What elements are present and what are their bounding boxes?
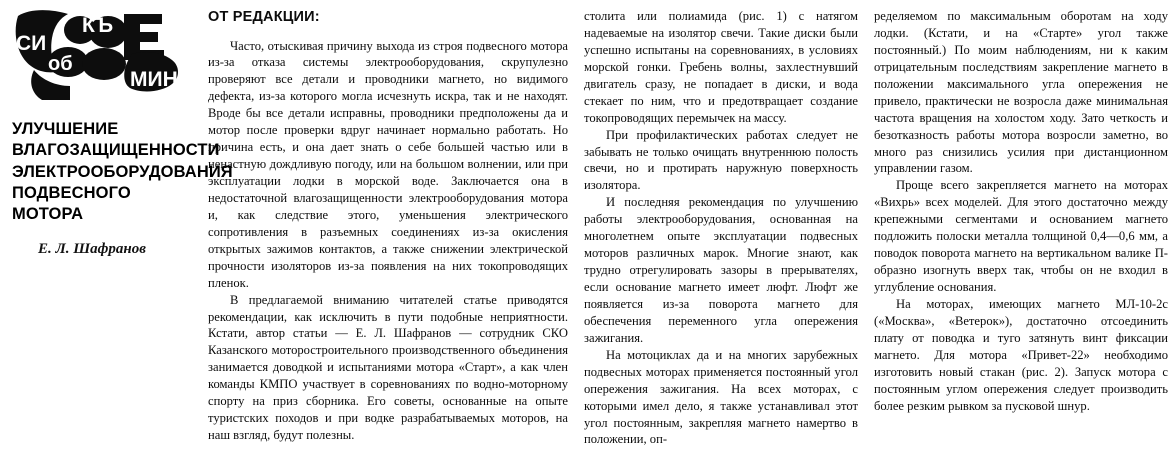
magazine-logo (12, 10, 198, 105)
paragraph: столита или полиамида (рис. 1) с натягом надеваемые на изолятор свечи. Такие диски были успешно испытаны на соревнованиях, в условиях морской гонки. Гребень волны, захлестнувший двигатель сразу, не попадает в диски, и вода стекает по ним, что и предотвращает создание токопроводящих перемычек на массу. (584, 9, 858, 125)
body-column-3 (874, 8, 1168, 415)
paragraph: При профилактических работах следует не забывать не только очищать внутреннюю полость свечи, но и протирать наружную поверхность изолятора. (584, 127, 858, 193)
logo-letter-4: МИН (130, 68, 178, 91)
paragraph: Проще всего закрепляется магнето на моторах «Вихрь» всех моделей. Для этого достаточно между крепежными сегментами и основанием магнето подложить полоски металла толщиной 0,4—0,6 мм, а поводок поворота магнето на вертикальном валике П-образно изогнуть вверх так, чтобы он не входил в углубление основания. (874, 178, 1168, 294)
article-author: Е. Л. Шафранов (38, 241, 146, 258)
page-columns (10, 8, 1168, 468)
article-header-column (10, 8, 233, 258)
paragraph: На мотоциклах да и на многих зарубежных подвесных моторах применяется постоянный угол опережения зажигания. На всех моторах, с которыми имел дело, я также устанавливал этот угол постоянным, закрепляя магнето намертво в положении, оп- (584, 347, 858, 447)
paragraph: На моторах, имеющих магнето МЛ-10-2с («Москва», «Ветерок»), достаточно отсоединить плату от поводка и туго затянуть винт фиксации магнето. Для мотора «Привет-22» необходимо изготовить новый стакан (рис. 2). Запуск мотора с постоянным углом опережения следует производить более резким рывком за пусковой шнур. (874, 296, 1168, 413)
section-heading: ОТ РЕДАКЦИИ: (208, 9, 320, 25)
body-column-2 (584, 8, 874, 448)
paragraph: Часто, отыскивая причину выхода из строя подвесного мотора из-за отказа системы электрооборудования, скрупулезно проверяют все детали и проводники магнето, но видимого дефекта, из-за которого могла исчезнуть искра, так и не находят. Вроде бы все детали исправны, проводники предположены да и мотор после проверки вдруг начинает нормально работать. Но причина есть, и она дает знать о себе большей частью или в ненастную дождливую погоду, или на большом волнении, или при эксплуатации лодки в морской воде. Заключается она в недостаточной влагозащищенности электрооборудования мотора и, как следствие этого, уменьшения электрического сопротивления в разъемных соединениях из-за окисления открытых зажимов контактов, а также снижении электрической прочности изоляторов из-за появления на них токопроводящих пленок. (208, 38, 568, 290)
logo-letter-1: СИ (16, 32, 47, 55)
page-title: УЛУЧШЕНИЕ ВЛАГОЗАЩИЩЕННОСТИ ЭЛЕКТРООБОРУДОВАНИЯ ПОДВЕСНОГО МОТОРА (12, 120, 233, 224)
editorial-column (208, 8, 584, 444)
paragraph: И последняя рекомендация по улучшению работы электрооборудования, основанная на многолетнем опыте эксплуатации подвесных моторов различных марок. Многие знают, как трудно отрегулировать зазоры в прерывателях, если основание магнето имеет люфт. Люфт же появляется из-за поворота магнето для обеспечения переменного угла опережения зажигания. (584, 195, 858, 345)
paragraph: В предлагаемой вниманию читателей статье приводятся рекомендации, как исключить в пути подобные неприятности. Кстати, автор статьи — Е. Л. Шафранов — сотрудник СКО Казанского моторостроительного производственного объединения занимается доводкой и испытаниями мотора «Старт», а как член команды КМПО участвует в соревнованиях по водно-моторному спорту на приз сборника. Его советы, основанные на опыте туристских походов и при водке разрабатываемых моторов, на наш взгляд, будут полезны. (208, 292, 568, 443)
paragraph: ределяемом по максимальным оборотам на ходу лодки. (Кстати, и на «Старте» угол также постоянный.) По моим наблюдениям, ни к каким отрицательным последствиям закрепление магнето в положении максимального угла опережения не привело, практически не возросла даже минимальная частота вращения на холостом ходу. Зато четкость и безотказность работы мотора возросли заметно, во много раз снизились усилия при дистанционном управлении газом. (874, 9, 1168, 176)
logo-letter-2: КЪ (82, 14, 114, 37)
logo-letter-3: об (48, 53, 73, 75)
logo-graphic (12, 10, 198, 105)
